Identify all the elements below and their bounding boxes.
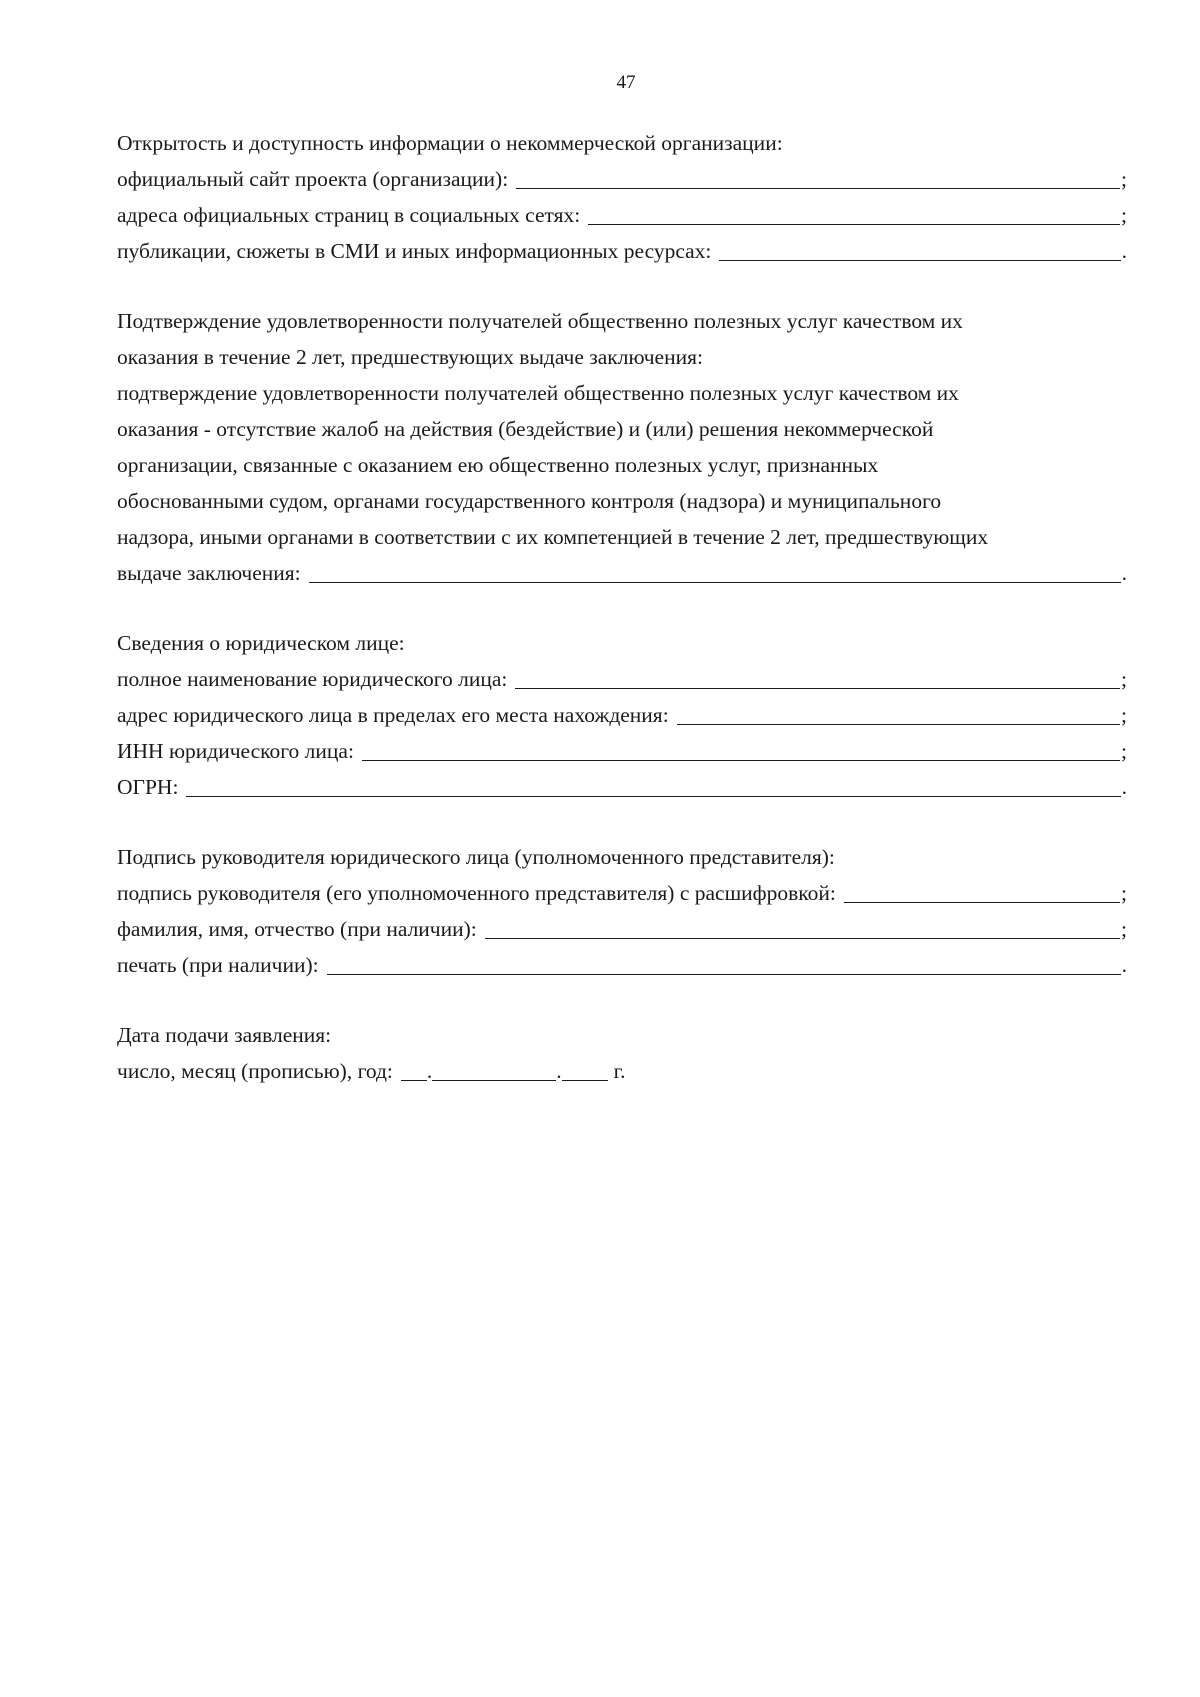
full-name-end: ; (1121, 667, 1127, 691)
ogrn-field (117, 769, 1127, 805)
year-suffix: г. (613, 1059, 626, 1083)
day-blank[interactable] (401, 1058, 427, 1081)
ogrn-blank[interactable] (186, 774, 1120, 797)
address-blank[interactable] (677, 702, 1120, 725)
signature-heading: Подпись руководителя юридического лица (уполномоченного представителя): (117, 845, 835, 869)
inn-blank[interactable] (362, 738, 1120, 761)
signature-label: подпись руководителя (его уполномоченного представителя) с расшифровкой: (117, 881, 836, 905)
social-blank[interactable] (588, 202, 1120, 225)
signature-blank[interactable] (844, 880, 1120, 903)
satisfaction-text-1: подтверждение удовлетворенности получателей общественно полезных услуг качеством их (117, 381, 959, 405)
signature-end: ; (1121, 881, 1127, 905)
media-field (117, 233, 1127, 269)
date-field (117, 1053, 1127, 1089)
page-number: 47 (616, 72, 636, 93)
fio-label: фамилия, имя, отчество (при наличии): (117, 917, 477, 941)
satisfaction-text-3: организации, связанные с оказанием ею общественно полезных услуг, признанных (117, 453, 879, 477)
media-label: публикации, сюжеты в СМИ и иных информационных ресурсах: (117, 239, 712, 263)
fio-blank[interactable] (485, 916, 1120, 939)
fio-end: ; (1121, 917, 1127, 941)
stamp-label: печать (при наличии): (117, 953, 319, 977)
ogrn-end: . (1121, 775, 1127, 799)
website-blank[interactable] (516, 166, 1120, 189)
address-field (117, 697, 1127, 733)
full-name-label: полное наименование юридического лица: (117, 667, 508, 691)
stamp-end: . (1121, 953, 1127, 977)
address-label: адрес юридического лица в пределах его места нахождения: (117, 703, 669, 727)
legal-entity-heading: Сведения о юридическом лице: (117, 631, 405, 655)
full-name-blank[interactable] (515, 666, 1120, 689)
stamp-field (117, 947, 1127, 983)
date-label: число, месяц (прописью), год: (117, 1059, 393, 1083)
address-end: ; (1121, 703, 1127, 727)
social-label: адреса официальных страниц в социальных сетях: (117, 203, 581, 227)
date-sep-2: . (556, 1059, 562, 1083)
ogrn-label: ОГРН: (117, 775, 179, 799)
openness-heading: Открытость и доступность информации о некоммерческой организации: (117, 131, 783, 155)
date-sep-1: . (426, 1059, 433, 1083)
website-field (117, 161, 1127, 197)
date-heading: Дата подачи заявления: (117, 1023, 332, 1047)
website-label: официальный сайт проекта (организации): (117, 167, 509, 191)
full-name-field (117, 661, 1127, 697)
satisfaction-end: . (1121, 561, 1127, 585)
satisfaction-label: выдаче заключения: (117, 561, 301, 585)
stamp-blank[interactable] (327, 952, 1121, 975)
fio-field (117, 911, 1127, 947)
website-end: ; (1121, 167, 1127, 191)
month-blank[interactable] (432, 1058, 556, 1081)
form-content (117, 125, 1127, 1089)
satisfaction-text-5: надзора, иными органами в соответствии с их компетенцией в течение 2 лет, предшествующих (117, 525, 989, 549)
social-field (117, 197, 1127, 233)
satisfaction-text-4: обоснованными судом, органами государственного контроля (надзора) и муниципального (117, 489, 942, 513)
satisfaction-heading-1: Подтверждение удовлетворенности получателей общественно полезных услуг качеством их (117, 309, 963, 333)
media-blank[interactable] (719, 238, 1120, 261)
inn-label: ИНН юридического лица: (117, 739, 354, 763)
inn-field (117, 733, 1127, 769)
year-blank[interactable] (562, 1058, 608, 1081)
satisfaction-text-2: оказания - отсутствие жалоб на действия (бездействие) и (или) решения некоммерческой (117, 417, 934, 441)
inn-end: ; (1121, 739, 1127, 763)
signature-field (117, 875, 1127, 911)
satisfaction-heading-2: оказания в течение 2 лет, предшествующих выдаче заключения: (117, 345, 703, 369)
media-end: . (1121, 239, 1127, 263)
satisfaction-blank[interactable] (309, 560, 1121, 583)
satisfaction-field (117, 555, 1127, 591)
social-end: ; (1121, 203, 1127, 227)
